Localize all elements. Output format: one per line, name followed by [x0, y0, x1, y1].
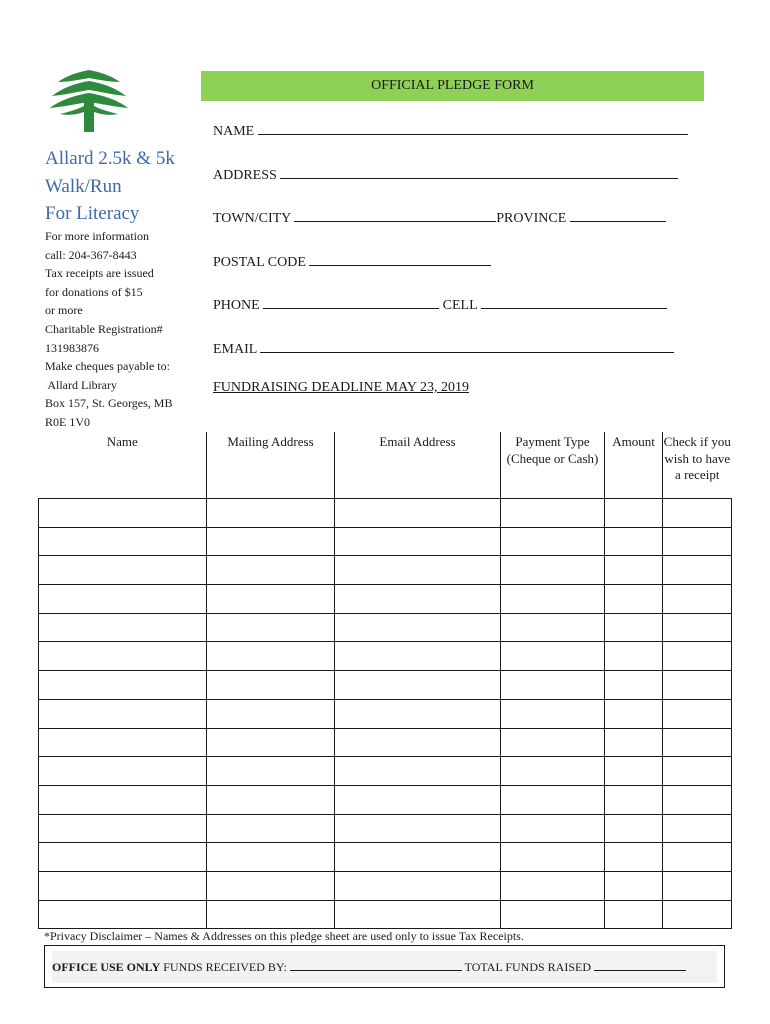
- name-cell[interactable]: [39, 499, 207, 528]
- receipt-check-cell[interactable]: [663, 613, 732, 642]
- table-row: [39, 843, 732, 872]
- amount-cell[interactable]: [605, 527, 663, 556]
- mailing-address-cell[interactable]: [207, 757, 335, 786]
- name-cell[interactable]: [39, 671, 207, 700]
- name-cell[interactable]: [39, 613, 207, 642]
- email-address-cell[interactable]: [335, 585, 501, 614]
- amount-cell[interactable]: [605, 556, 663, 585]
- mailing-address-cell[interactable]: [207, 527, 335, 556]
- mailing-address-cell[interactable]: [207, 871, 335, 900]
- name-cell[interactable]: [39, 556, 207, 585]
- payment-type-cell[interactable]: [501, 613, 605, 642]
- info-line: call: 204-367-8443: [45, 247, 137, 262]
- mailing-address-cell[interactable]: [207, 785, 335, 814]
- name-cell[interactable]: [39, 871, 207, 900]
- amount-cell[interactable]: [605, 499, 663, 528]
- payment-type-cell[interactable]: [501, 814, 605, 843]
- privacy-disclaimer: *Privacy Disclaimer – Names & Addresses on this pledge sheet are used only to issue Tax Receipts.: [44, 929, 524, 943]
- email-address-cell[interactable]: [335, 843, 501, 872]
- email-address-cell[interactable]: [335, 613, 501, 642]
- column-header-receipt: Check if you wish to have a receipt: [663, 432, 732, 499]
- email-address-cell[interactable]: [335, 728, 501, 757]
- amount-cell[interactable]: [605, 585, 663, 614]
- info-line: For more information: [45, 229, 149, 243]
- cell-label: CELL: [442, 298, 478, 313]
- column-header-amount: Amount: [605, 432, 663, 499]
- town-label: TOWN/CITY: [213, 211, 291, 226]
- mailing-address-cell[interactable]: [207, 499, 335, 528]
- form-banner: OFFICIAL PLEDGE FORM: [201, 71, 704, 101]
- amount-cell[interactable]: [605, 871, 663, 900]
- name-cell[interactable]: [39, 642, 207, 671]
- column-header-mailing-address: Mailing Address: [207, 432, 335, 499]
- table-row: [39, 757, 732, 786]
- info-line: Tax receipts are issued: [45, 266, 154, 281]
- receipt-check-cell[interactable]: [663, 585, 732, 614]
- name-cell[interactable]: [39, 814, 207, 843]
- table-row: [39, 527, 732, 556]
- info-line: Allard Library: [45, 377, 117, 392]
- address-field: [213, 164, 678, 184]
- payment-type-cell[interactable]: [501, 527, 605, 556]
- address-input[interactable]: [280, 164, 678, 179]
- email-address-cell[interactable]: [335, 556, 501, 585]
- table-header-row: [39, 432, 732, 499]
- payment-type-cell[interactable]: [501, 728, 605, 757]
- province-label: PROVINCE: [496, 211, 567, 226]
- event-title-line: Allard 2.5k & 5k: [45, 148, 175, 169]
- info-line: 131983876: [45, 340, 99, 355]
- receipt-check-cell[interactable]: [663, 556, 732, 585]
- receipt-check-cell[interactable]: [663, 699, 732, 728]
- mailing-address-cell[interactable]: [207, 814, 335, 843]
- email-address-cell[interactable]: [335, 499, 501, 528]
- payment-type-cell[interactable]: [501, 671, 605, 700]
- office-use-content: [52, 951, 717, 983]
- name-cell[interactable]: [39, 843, 207, 872]
- mailing-address-cell[interactable]: [207, 671, 335, 700]
- amount-cell[interactable]: [605, 728, 663, 757]
- table-row: [39, 585, 732, 614]
- amount-cell[interactable]: [605, 900, 663, 929]
- postal-label: POSTAL CODE: [213, 255, 306, 270]
- info-line: or more: [45, 303, 83, 318]
- mailing-address-cell[interactable]: [207, 556, 335, 585]
- amount-cell[interactable]: [605, 699, 663, 728]
- email-address-cell[interactable]: [335, 871, 501, 900]
- mailing-address-cell[interactable]: [207, 699, 335, 728]
- name-input[interactable]: [258, 120, 688, 135]
- mailing-address-cell[interactable]: [207, 642, 335, 671]
- table-row: [39, 613, 732, 642]
- column-header-email-address: Email Address: [335, 432, 501, 499]
- payment-type-cell[interactable]: [501, 843, 605, 872]
- info-line: Box 157, St. Georges, MB: [45, 396, 173, 411]
- mailing-address-cell[interactable]: [207, 728, 335, 757]
- name-label: NAME: [213, 124, 255, 139]
- address-label: ADDRESS: [213, 168, 277, 183]
- office-use-label: OFFICE USE ONLY: [52, 960, 161, 974]
- amount-cell[interactable]: [605, 785, 663, 814]
- column-header-name: Name: [39, 432, 207, 499]
- payment-type-cell[interactable]: [501, 785, 605, 814]
- email-address-cell[interactable]: [335, 785, 501, 814]
- payment-type-cell[interactable]: [501, 900, 605, 929]
- town-field: [213, 207, 666, 227]
- email-field: [213, 338, 674, 358]
- funds-received-label: FUNDS RECEIVED BY:: [163, 960, 287, 974]
- email-address-cell[interactable]: [335, 814, 501, 843]
- cell-input[interactable]: [481, 294, 667, 309]
- table-row: [39, 499, 732, 528]
- table-row: [39, 900, 732, 929]
- info-line: for donations of $15: [45, 284, 143, 299]
- receipt-check-cell[interactable]: [663, 499, 732, 528]
- table-row: [39, 814, 732, 843]
- email-address-cell[interactable]: [335, 671, 501, 700]
- amount-cell[interactable]: [605, 671, 663, 700]
- payment-type-cell[interactable]: [501, 699, 605, 728]
- province-input[interactable]: [570, 207, 666, 222]
- name-cell[interactable]: [39, 728, 207, 757]
- amount-cell[interactable]: [605, 613, 663, 642]
- receipt-check-cell[interactable]: [663, 843, 732, 872]
- event-title-line: For Literacy: [45, 203, 140, 224]
- phone-field: [213, 294, 667, 314]
- event-title-line: Walk/Run: [45, 175, 122, 197]
- email-address-cell[interactable]: [335, 527, 501, 556]
- column-header-payment-type: Payment Type (Cheque or Cash): [501, 432, 605, 499]
- total-raised-input[interactable]: [594, 958, 686, 971]
- mailing-address-cell[interactable]: [207, 843, 335, 872]
- payment-type-cell[interactable]: [501, 499, 605, 528]
- tree-icon: [48, 66, 130, 134]
- name-cell[interactable]: [39, 527, 207, 556]
- receipt-check-cell[interactable]: [663, 671, 732, 700]
- receipt-check-cell[interactable]: [663, 757, 732, 786]
- payment-type-cell[interactable]: [501, 642, 605, 671]
- info-line: Make cheques payable to:: [45, 359, 170, 374]
- amount-cell[interactable]: [605, 757, 663, 786]
- fundraising-deadline: FUNDRAISING DEADLINE MAY 23, 2019: [213, 380, 470, 395]
- postal-input[interactable]: [309, 251, 491, 266]
- funds-received-input[interactable]: [290, 958, 462, 971]
- info-line: R0E 1V0: [45, 414, 90, 429]
- postal-field: [213, 251, 491, 271]
- payment-type-cell[interactable]: [501, 871, 605, 900]
- email-label: EMAIL: [213, 342, 257, 357]
- table-row: [39, 556, 732, 585]
- email-input[interactable]: [260, 338, 674, 353]
- amount-cell[interactable]: [605, 843, 663, 872]
- receipt-check-cell[interactable]: [663, 527, 732, 556]
- amount-cell[interactable]: [605, 642, 663, 671]
- mailing-address-cell[interactable]: [207, 900, 335, 929]
- receipt-check-cell[interactable]: [663, 785, 732, 814]
- mailing-address-cell[interactable]: [207, 585, 335, 614]
- email-address-cell[interactable]: [335, 699, 501, 728]
- payment-type-cell[interactable]: [501, 585, 605, 614]
- name-cell[interactable]: [39, 900, 207, 929]
- table-row: [39, 671, 732, 700]
- info-line: Charitable Registration#: [45, 321, 163, 336]
- name-cell[interactable]: [39, 757, 207, 786]
- phone-input[interactable]: [263, 294, 439, 309]
- pledge-table: [38, 432, 732, 929]
- receipt-check-cell[interactable]: [663, 814, 732, 843]
- amount-cell[interactable]: [605, 814, 663, 843]
- email-address-cell[interactable]: [335, 642, 501, 671]
- event-title: [45, 145, 210, 228]
- email-address-cell[interactable]: [335, 757, 501, 786]
- name-cell[interactable]: [39, 699, 207, 728]
- mailing-address-cell[interactable]: [207, 613, 335, 642]
- office-use-box: [44, 945, 725, 988]
- name-cell[interactable]: [39, 785, 207, 814]
- info-block: [45, 227, 205, 432]
- table-row: [39, 785, 732, 814]
- table-row: [39, 728, 732, 757]
- town-input[interactable]: [294, 207, 496, 222]
- table-row: [39, 699, 732, 728]
- email-address-cell[interactable]: [335, 900, 501, 929]
- name-field: [213, 120, 688, 140]
- name-cell[interactable]: [39, 585, 207, 614]
- table-row: [39, 642, 732, 671]
- receipt-check-cell[interactable]: [663, 642, 732, 671]
- payment-type-cell[interactable]: [501, 556, 605, 585]
- table-row: [39, 871, 732, 900]
- receipt-check-cell[interactable]: [663, 728, 732, 757]
- total-raised-label: TOTAL FUNDS RAISED: [464, 960, 592, 974]
- receipt-check-cell[interactable]: [663, 871, 732, 900]
- receipt-check-cell[interactable]: [663, 900, 732, 929]
- payment-type-cell[interactable]: [501, 757, 605, 786]
- phone-label: PHONE: [213, 298, 260, 313]
